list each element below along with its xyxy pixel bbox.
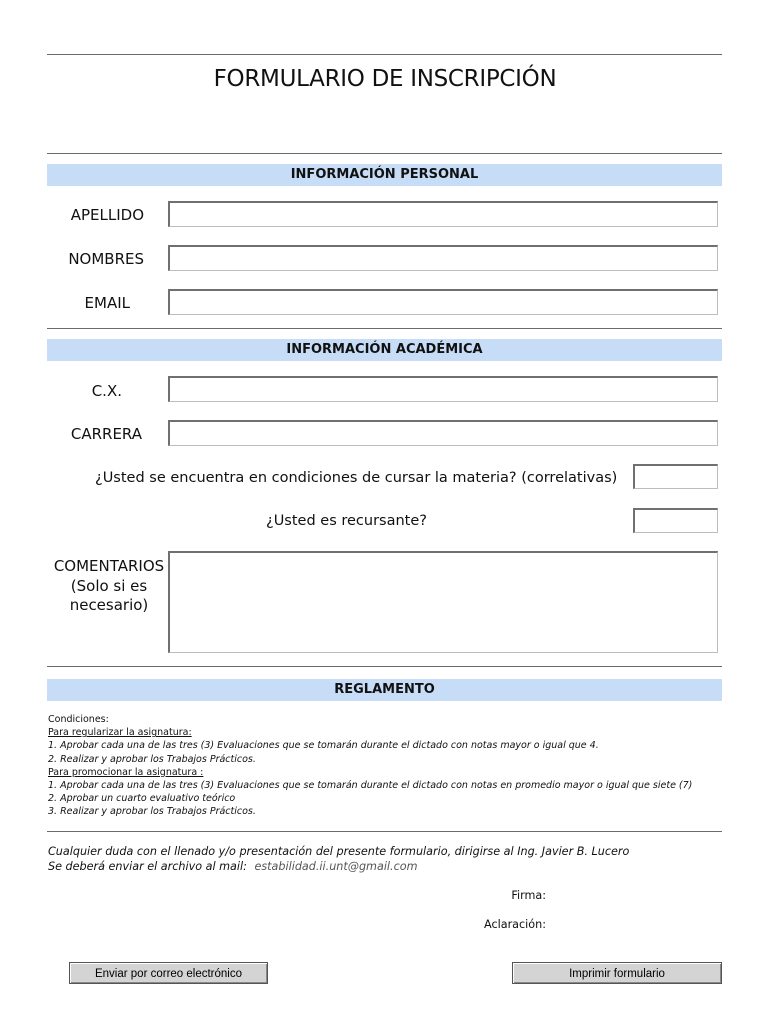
list-item: 3. Realizar y aprobar los Trabajos Prácticos. (48, 806, 256, 818)
nombres-label: NOMBRES (68, 250, 144, 268)
contact-line2 (48, 859, 629, 874)
contact-info (48, 844, 629, 874)
list-item: 1. Aprobar cada una de las tres (3) Evaluaciones que se tomarán durante el dictado con notas en promedio mayor o igual que siete (7) (48, 780, 693, 792)
cx-label: C.X. (91, 382, 122, 400)
email-input[interactable] (168, 289, 718, 315)
carrera-input[interactable] (168, 420, 718, 446)
reglamento-text (48, 713, 692, 819)
section-header-reglamento: REGLAMENTO (47, 679, 722, 701)
section-header-personal: INFORMACIÓN PERSONAL (47, 164, 722, 186)
condiciones-label: Condiciones: (48, 714, 109, 725)
divider-reglamento (47, 666, 722, 667)
cx-input[interactable] (168, 376, 718, 402)
aclaracion-label: Aclaración: (484, 918, 546, 931)
apellido-label: APELLIDO (70, 206, 144, 224)
recursante-question: ¿Usted es recursante? (266, 513, 427, 529)
send-email-button[interactable]: Enviar por correo electrónico (69, 962, 268, 984)
recursante-input[interactable] (633, 508, 718, 533)
contact-line2-prefix: Se deberá enviar el archivo al mail: (48, 860, 247, 873)
regularizar-title: Para regularizar la asignatura: (48, 727, 192, 739)
comentarios-label-line2: (Solo si es (70, 576, 148, 595)
email-label: EMAIL (84, 294, 130, 312)
carrera-label: CARRERA (70, 425, 142, 443)
list-item: 2. Aprobar un cuarto evaluativo teórico (48, 793, 236, 805)
contact-line1: Cualquier duda con el llenado y/o presentación del presente formulario, dirigirse al Ing. Javier B. Lucero (48, 845, 630, 858)
page-title: FORMULARIO DE INSCRIPCIÓN (213, 66, 557, 92)
correlativas-question: ¿Usted se encuentra en condiciones de cursar la materia? (correlativas) (95, 470, 618, 486)
firma-label: Firma: (511, 889, 546, 902)
nombres-input[interactable] (168, 245, 718, 271)
promocionar-title: Para promocionar la asignatura : (48, 766, 204, 778)
section-header-academica: INFORMACIÓN ACADÉMICA (47, 339, 722, 361)
print-button[interactable]: Imprimir formulario (512, 962, 722, 984)
comentarios-label (48, 557, 170, 616)
apellido-input[interactable] (168, 201, 718, 227)
correlativas-input[interactable] (633, 464, 718, 489)
list-item: 2. Realizar y aprobar los Trabajos Prácticos. (48, 753, 256, 765)
divider-academica (47, 328, 722, 329)
contact-email: estabilidad.ii.unt@gmail.com (254, 860, 418, 873)
divider-contact (47, 831, 722, 832)
list-item: 1. Aprobar cada una de las tres (3) Evaluaciones que se tomarán durante el dictado con notas mayor o igual que 4. (48, 740, 599, 752)
comentarios-textarea[interactable] (168, 551, 718, 653)
top-divider (47, 54, 722, 55)
comentarios-label-line3: necesario) (69, 596, 149, 614)
comentarios-label-line1: COMENTARIOS (53, 557, 165, 575)
divider-personal (47, 153, 722, 154)
